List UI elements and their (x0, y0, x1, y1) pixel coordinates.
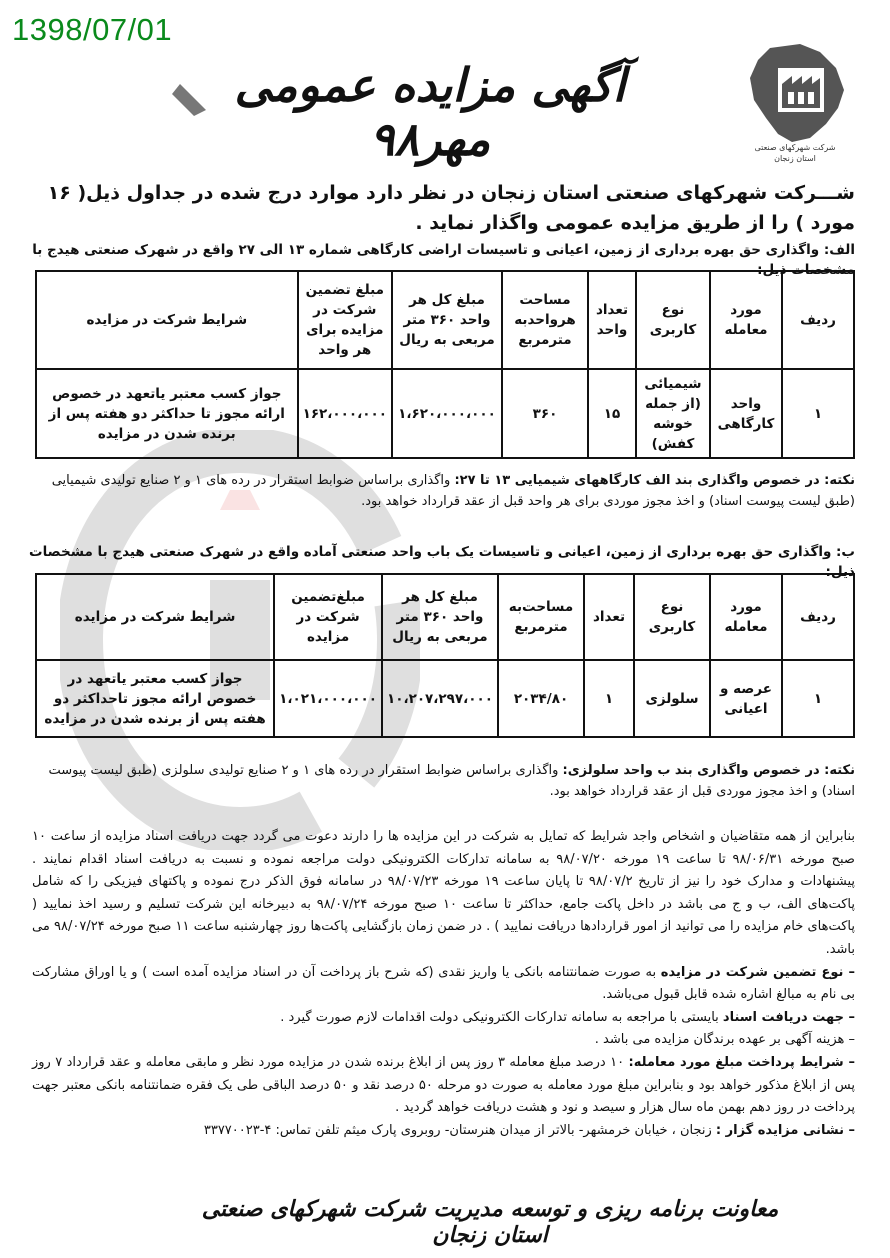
table-header-row (36, 271, 854, 369)
cell-total-price: ۱۰،۲۰۷،۲۹۷،۰۰۰ (382, 660, 498, 737)
section-a-note (30, 470, 855, 512)
header-unit-count: تعداد واحد (588, 271, 636, 369)
header-area: مساحت‌به مترمربع (498, 574, 584, 660)
body-para-docs (32, 1007, 855, 1030)
docs-text: بایستی با مراجعه به سامانه تدارکات الکترونیکی دولت اقدامات لازم صورت گیرد . (280, 1009, 723, 1025)
header-total-price: مبلغ کل هر واحد ۳۶۰ متر مربعی به ریال (392, 271, 502, 369)
header-row-number: ردیف (782, 574, 854, 660)
cell-unit-count: ۱ (584, 660, 634, 737)
cell-usage-type: شیمیائی (از جمله خوشه کفش) (636, 369, 710, 458)
cell-conditions: جواز کسب معتبر یاتعهد در خصوص ارائه مجوز تاحداکثر دو هفته پس از برنده شدن در مزایده (36, 660, 274, 737)
note-label: نکته: در خصوص واگذاری بند الف کارگاههای شیمیایی ۱۳ تا ۲۷: (454, 473, 855, 488)
table-header-row (36, 574, 854, 660)
header-conditions: شرایط شرکت در مزایده (36, 574, 274, 660)
guarantee-text: به صورت ضمانتنامه بانکی یا واریز نقدی (که شرح باز پرداخت آن در اسناد مزایده آمده است ) و یا اوراق مشارکت بی نام به مبالغ اشاره شده قابل قبول می‌باشد. (32, 964, 855, 1003)
section-a-table (35, 270, 855, 459)
body-para-fee: – هزینه آگهی بر عهده برندگان مزایده می باشد . (594, 1032, 855, 1048)
title-ornament-icon (150, 80, 210, 120)
cell-unit-count: ۱۵ (588, 369, 636, 458)
section-b-table (35, 573, 855, 738)
intro-paragraph: شـــرکت شهرکهای صنعتی استان زنجان در نظر دارد موارد درج شده در جداول ذیل( ۱۶ مورد ) را از طریق مزایده عمومی واگذار نماید . (47, 182, 855, 234)
cell-item: عرصه و اعیانی (710, 660, 782, 737)
body-para-instructions: بنابراین از همه متقاضیان و اشخاص واجد شرایط که تمایل به شرکت در این مزایده ها را دارند دعوت می گردد جهت دریافت اسناد مزایده از ساعت ۱۰ صبح مورخه ۹۸/۰۶/۳۱ تا ساعت ۱۹ مورخه ۹۸/۰۷/۲۰ به سامانه تدارکات الکترونیکی دولت مراجعه نموده و نسبت به دریافت اسناد اقدام نمایند . پیشنهادات و مدارک خود را نیز از تاریخ ۹۸/۰۷/۲ تا پایان ساعت ۱۹ مورخه ۹۸/۰۷/۲۳ در سامانه فوق الذکر درج نموده و پاکتهای فیزیکی را که شامل پاکت‌های الف، ب و ج می باشد در داخل پاکت جامع، حداکثر تا ساعت ۱۰ صبح مورخه ۹۸/۰۷/۲۴ به دبیرخانه این شرکت تسلیم و رسید اخذ نمایید ( پاکت‌های خام مزایده را می توانید از امور قراردادها دریافت نمایید ) . در ضمن زمان بازگشایی پاکت‌ها روز چهارشنبه ساعت ۱۱ صبح مورخه ۹۸/۰۷/۲۴ می باشد. (32, 829, 856, 957)
cell-item: واحد کارگاهی (710, 369, 782, 458)
header-usage-type: نوع کاربری (636, 271, 710, 369)
note-label: نکته: در خصوص واگذاری بند ب واحد سلولزی: (562, 763, 855, 778)
cell-conditions: جواز کسب معتبر یاتعهد در خصوص ارائه مجوز تا حداکثر دو هفته پس از برنده شدن در مزایده (36, 369, 298, 458)
table-row (36, 660, 854, 737)
section-b-heading: ب: واگذاری حق بهره برداری از زمین، اعیانی و تاسیسات یک باب واحد صنعتی آماده واقع در شهرک صنعتی هیدج با مشخصات ذیل: (29, 544, 855, 580)
header-item: مورد معامله (710, 271, 782, 369)
logo-caption-line1: شرکت شهرکهای صنعتی (754, 143, 836, 152)
cell-total-price: ۱،۶۲۰،۰۰۰،۰۰۰ (392, 369, 502, 458)
header-guarantee: مبلغ تضمین شرکت در مزایده برای هر واحد (298, 271, 392, 369)
header-total-price: مبلغ کل هر واحد ۳۶۰ متر مربعی به ریال (382, 574, 498, 660)
docs-label: – جهت دریافت اسناد (722, 1009, 855, 1025)
header-conditions: شرایط شرکت در مزایده (36, 271, 298, 369)
body-para-address (32, 1120, 855, 1143)
body-para-payment (32, 1052, 855, 1120)
payment-label: – شرایط پرداخت مبلغ مورد معامله: (628, 1054, 856, 1070)
guarantee-label: – نوع تضمین شرکت در مزایده (660, 964, 855, 980)
header-item: مورد معامله (710, 574, 782, 660)
note-text: واگذاری براساس ضوابط استقرار در رده های ۱ و ۲ صنایع تولیدی سلولزی (طبق لیست پیوست اسناد) و اخذ مجوز موردی قبل از عقد قرارداد خواهد بود. (48, 763, 855, 799)
logo-caption (740, 142, 850, 164)
payment-text: ۱۰ درصد مبلغ معامله ۳ روز پس از ابلاغ برنده شدن در مزایده مورد نظر و مابقی معامله و عقد قرارداد ۷ روز پس از ابلاغ مذکور خواهد بود و بنابراین مبلغ مورد معامله به صورت دو مرحله ۵۰ درصد نقد و ۵۰ درصد الباقی طی یک فقره ضمانتنامه بانکی معتبر جهت پرداخت در روز دهم بهمن ماه سال هزار و سیصد و نود و هشت دریافت خواهد گردید . (32, 1054, 855, 1116)
cell-usage-type: سلولزی (634, 660, 710, 737)
body-para-guarantee (32, 962, 855, 1007)
section-a-heading: الف: واگذاری حق بهره برداری از زمین، اعیانی و تاسیسات اراضی کارگاهی شماره ۱۳ الی ۲۷ واقع در شهرک صنعتی هیدج با مشخصات ذیل: (32, 242, 855, 278)
table-row (36, 369, 854, 458)
cell-guarantee: ۱،۰۲۱،۰۰۰،۰۰۰ (274, 660, 382, 737)
header-unit-count: تعداد (584, 574, 634, 660)
date-stamp: 1398/07/01 (12, 12, 173, 47)
header-row-number: ردیف (782, 271, 854, 369)
logo-caption-line2: استان زنجان (774, 154, 816, 163)
note-text: واگذاری براساس ضوابط استقرار در رده های ۱ و ۲ صنایع تولیدی شیمیایی (طبق لیست پیوست اسناد) و اخذ مجوز موردی برای هر واحد قبل از عقد قرارداد خواهد بود. (51, 473, 855, 509)
section-b-note (30, 760, 855, 802)
cell-area: ۲۰۳۴/۸۰ (498, 660, 584, 737)
footer-signature: معاونت برنامه ریزی و توسعه مدیریت شرکت شهرکهای صنعتی استان زنجان (201, 1196, 779, 1248)
cell-area: ۳۶۰ (502, 369, 588, 458)
header-usage-type: نوع کاربری (634, 574, 710, 660)
page-title: آگهی مزایده عمومی مهر۹۸ (234, 58, 626, 166)
address-label: – نشانی مزایده گزار : (715, 1122, 855, 1138)
cell-row-number: ۱ (782, 369, 854, 458)
cell-guarantee: ۱۶۲،۰۰۰،۰۰۰ (298, 369, 392, 458)
address-text: زنجان ، خیابان خرمشهر- بالاتر از میدان هنرستان- روبروی پارک میثم تلفن تماس: ۴-۳۳۷۷۰۰۲۳ (203, 1122, 716, 1138)
body-text (32, 826, 855, 1142)
cell-row-number: ۱ (782, 660, 854, 737)
header-guarantee: مبلغ‌تضمین شرکت در مزایده (274, 574, 382, 660)
header-area: مساحت هرواحدبه مترمربع (502, 271, 588, 369)
